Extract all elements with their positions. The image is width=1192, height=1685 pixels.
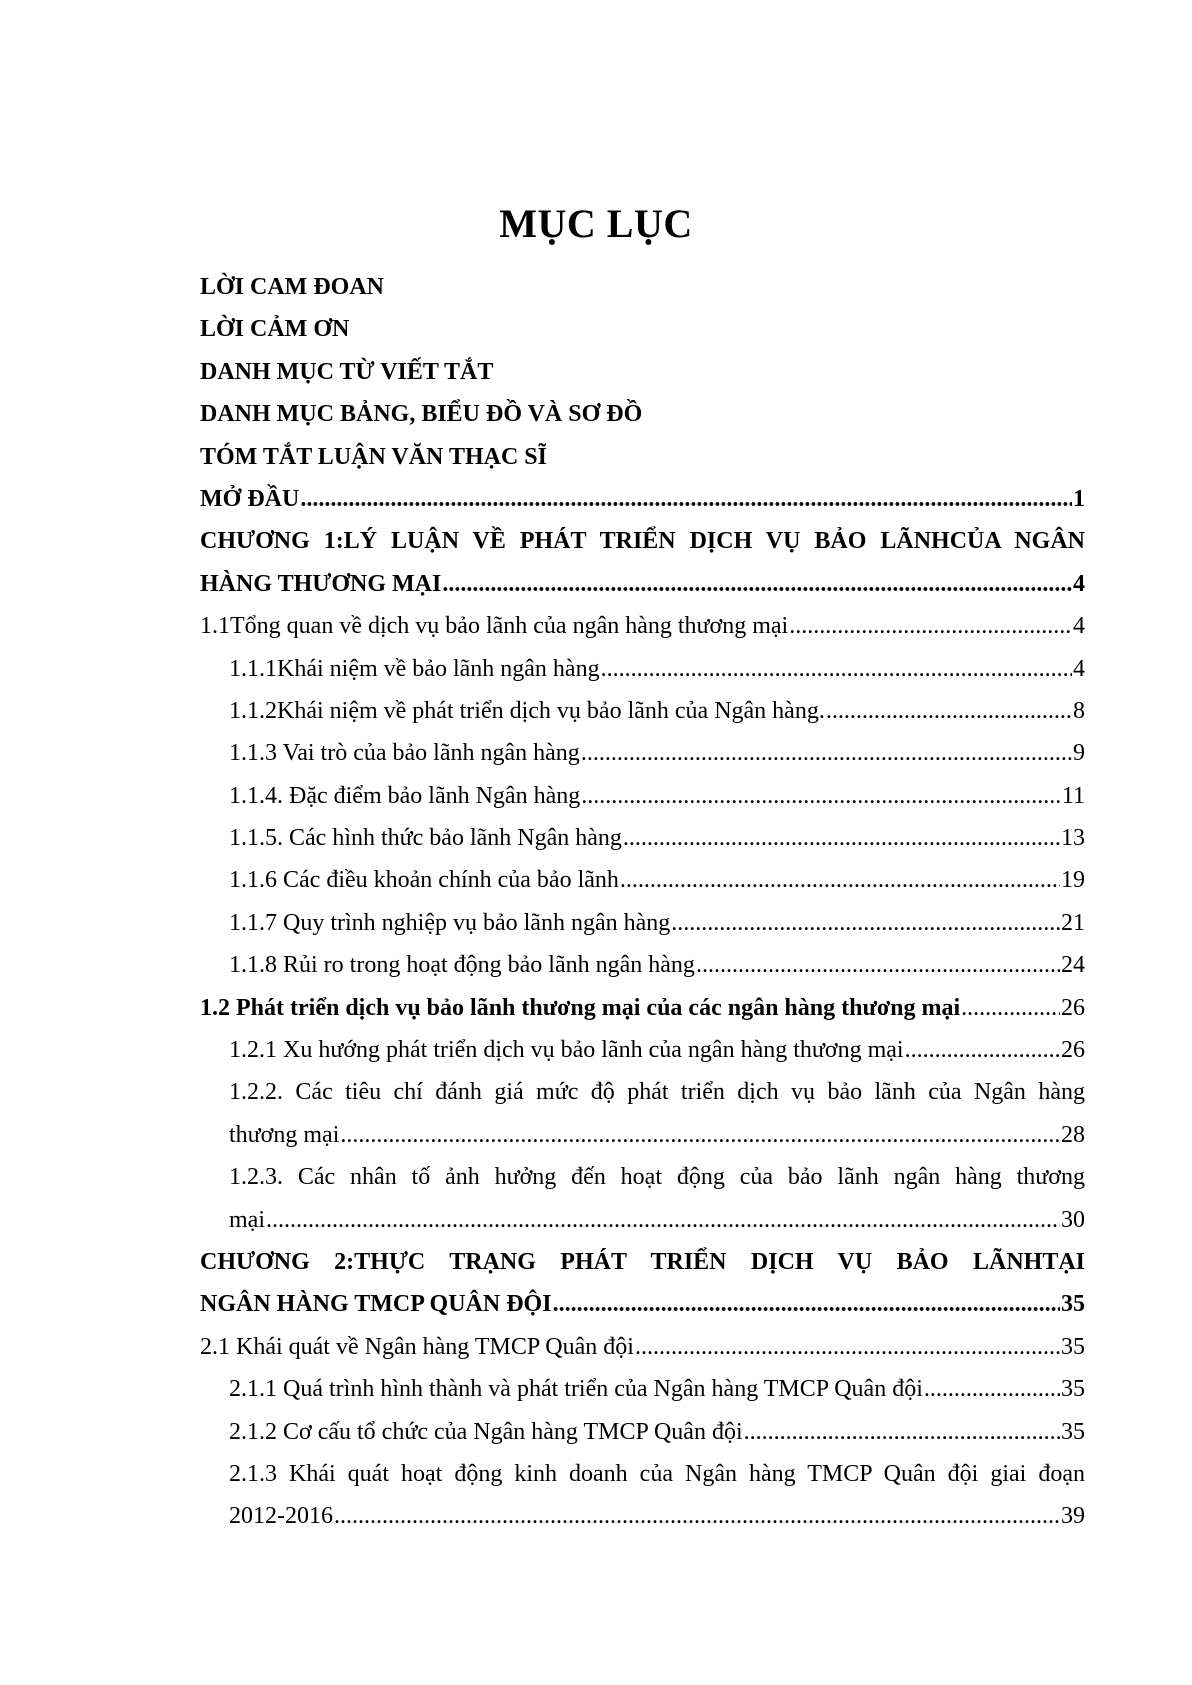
toc-entry-text: 1.1.7 Quy trình nghiệp vụ bảo lãnh ngân hàng	[229, 909, 671, 936]
dot-leader	[789, 605, 1072, 647]
dot-leader	[623, 817, 1060, 859]
toc-page-number: 21	[1061, 909, 1085, 936]
toc-entry-text: 1.1.3 Vai trò của bảo lãnh ngân hàng	[229, 740, 580, 767]
toc-page-number: 28	[1061, 1121, 1085, 1148]
dot-leader	[696, 944, 1060, 986]
toc-entry-loi-cam-doan[interactable]: LỜI CAM ĐOAN	[200, 274, 384, 300]
toc-item-1-2-1[interactable]	[200, 1029, 1085, 1071]
toc-entry-loi-cam-on[interactable]: LỜI CẢM ƠN	[200, 316, 350, 343]
toc-chapter-2-line-2[interactable]	[200, 1283, 1085, 1325]
toc-item-2-1-3-line-1[interactable]: 2.1.3 Khái quát hoạt động kinh doanh của Ngân hàng TMCP Quân đội giai đoạn	[229, 1460, 1085, 1487]
toc-page-number: 35	[1061, 1418, 1085, 1445]
toc-item-2-1-2[interactable]	[200, 1411, 1085, 1453]
toc-entry-text: 2.1.1 Quá trình hình thành và phát triển của Ngân hàng TMCP Quân đội	[229, 1376, 923, 1403]
dot-leader	[826, 690, 1072, 732]
toc-page-number: 39	[1061, 1503, 1085, 1530]
dot-leader	[581, 732, 1072, 774]
toc-page-number: 35	[1061, 1376, 1085, 1403]
toc-entry-text: 2.1 Khái quát về Ngân hàng TMCP Quân đội	[200, 1333, 634, 1360]
toc-page-number: 9	[1073, 740, 1085, 767]
toc-entry-text: MỞ ĐẦU	[200, 485, 300, 512]
toc-entry-text: NGÂN HÀNG TMCP QUÂN ĐỘI	[200, 1291, 552, 1318]
toc-section-2-1[interactable]	[200, 1326, 1085, 1368]
toc-item-1-2-3-line-1[interactable]: 1.2.3. Các nhân tố ảnh hưởng đến hoạt động của bảo lãnh ngân hàng thương	[229, 1164, 1085, 1191]
toc-page-number: 35	[1061, 1291, 1085, 1318]
dot-leader	[905, 1029, 1060, 1071]
toc-entry-text: mại	[229, 1206, 265, 1233]
toc-page-number: 30	[1061, 1206, 1085, 1233]
toc-page-number: 19	[1061, 867, 1085, 894]
dot-leader	[553, 1283, 1060, 1325]
toc-entry-text: 1.1.5. Các hình thức bảo lãnh Ngân hàng	[229, 825, 622, 852]
toc-entry-text: 1.2 Phát triển dịch vụ bảo lãnh thương mại của các ngân hàng thương mại	[200, 994, 961, 1021]
toc-entry-tom-tat-luan-van[interactable]: TÓM TẮT LUẬN VĂN THẠC SĨ	[200, 443, 547, 470]
toc-chapter-1-line-1[interactable]: CHƯƠNG 1:LÝ LUẬN VỀ PHÁT TRIỂN DỊCH VỤ BẢO LÃNHCỦA NGÂN	[200, 528, 1085, 555]
toc-page-number: 4	[1073, 570, 1085, 597]
toc-page-number: 26	[1061, 1037, 1085, 1064]
toc-entry-text: 1.1.1Khái niệm về bảo lãnh ngân hàng	[229, 655, 600, 682]
dot-leader	[340, 1114, 1060, 1156]
toc-entry-text: 1.1Tổng quan về dịch vụ bảo lãnh của ngân hàng thương mại	[200, 613, 789, 640]
toc-page-number: 1	[1073, 485, 1085, 512]
toc-entry-text: 2.1.2 Cơ cấu tổ chức của Ngân hàng TMCP Quân đội	[229, 1418, 743, 1445]
toc-entry-text: 2012-2016	[229, 1503, 333, 1530]
toc-item-1-1-4[interactable]	[200, 775, 1085, 817]
toc-item-2-1-1[interactable]	[200, 1368, 1085, 1410]
toc-page-number: 8	[1073, 697, 1085, 724]
dot-leader	[744, 1411, 1060, 1453]
toc-item-1-1-8[interactable]	[200, 944, 1085, 986]
toc-entry-text: 1.2.1 Xu hướng phát triển dịch vụ bảo lãnh của ngân hàng thương mại	[229, 1037, 904, 1064]
dot-leader	[620, 859, 1060, 901]
toc-page-number: 4	[1073, 613, 1085, 640]
toc-entry-danh-muc-bang-bieu-do[interactable]: DANH MỤC BẢNG, BIỂU ĐỒ VÀ SƠ ĐỒ	[200, 401, 643, 428]
toc-entry-text: 1.1.6 Các điều khoản chính của bảo lãnh	[229, 867, 619, 894]
toc-item-1-1-6[interactable]	[200, 859, 1085, 901]
toc-section-1-2[interactable]	[200, 987, 1085, 1029]
toc-item-1-2-3-line-2[interactable]	[200, 1199, 1085, 1241]
toc-section-1-1[interactable]	[200, 605, 1085, 647]
toc-item-1-1-3[interactable]	[200, 732, 1085, 774]
toc-item-1-1-7[interactable]	[200, 902, 1085, 944]
dot-leader	[601, 648, 1072, 690]
dot-leader	[300, 478, 1072, 520]
toc-item-1-1-5[interactable]	[200, 817, 1085, 859]
toc-item-1-2-2-line-1[interactable]: 1.2.2. Các tiêu chí đánh giá mức độ phát triển dịch vụ bảo lãnh của Ngân hàng	[229, 1079, 1085, 1106]
toc-entry-danh-muc-tu-viet-tat[interactable]: DANH MỤC TỪ VIẾT TẮT	[200, 358, 494, 385]
toc-item-1-1-2[interactable]	[200, 690, 1085, 732]
dot-leader	[581, 775, 1061, 817]
toc-entry-text: 1.1.4. Đặc điểm bảo lãnh Ngân hàng	[229, 782, 581, 809]
toc-page-number: 35	[1061, 1333, 1085, 1360]
toc-entry-mo-dau[interactable]	[200, 478, 1085, 520]
toc-chapter-1-line-2[interactable]	[200, 563, 1085, 605]
table-of-contents	[200, 266, 1085, 1538]
toc-item-1-1-1[interactable]	[200, 648, 1085, 690]
toc-page-number: 11	[1061, 782, 1085, 809]
toc-page-number: 13	[1061, 825, 1085, 852]
dot-leader	[266, 1199, 1060, 1241]
toc-entry-text: thương mại	[229, 1121, 340, 1148]
toc-chapter-2-line-1[interactable]: CHƯƠNG 2:THỰC TRẠNG PHÁT TRIỂN DỊCH VỤ BẢO LÃNHTẠI	[200, 1248, 1085, 1275]
toc-page-number: 24	[1061, 952, 1085, 979]
dot-leader	[671, 902, 1060, 944]
toc-page-number: 26	[1061, 994, 1085, 1021]
toc-entry-text: HÀNG THƯƠNG MẠI	[200, 570, 442, 597]
page-title: MỤC LỤC	[499, 201, 693, 246]
dot-leader	[334, 1495, 1060, 1537]
dot-leader	[961, 987, 1060, 1029]
toc-entry-text: 1.1.8 Rủi ro trong hoạt động bảo lãnh ngân hàng	[229, 952, 695, 979]
toc-item-2-1-3-line-2[interactable]	[200, 1495, 1085, 1537]
toc-entry-text: 1.1.2Khái niệm về phát triển dịch vụ bảo lãnh của Ngân hàng.	[229, 697, 825, 724]
toc-page-number: 4	[1073, 655, 1085, 682]
dot-leader	[635, 1326, 1060, 1368]
dot-leader	[924, 1368, 1060, 1410]
toc-item-1-2-2-line-2[interactable]	[200, 1114, 1085, 1156]
dot-leader	[442, 563, 1072, 605]
